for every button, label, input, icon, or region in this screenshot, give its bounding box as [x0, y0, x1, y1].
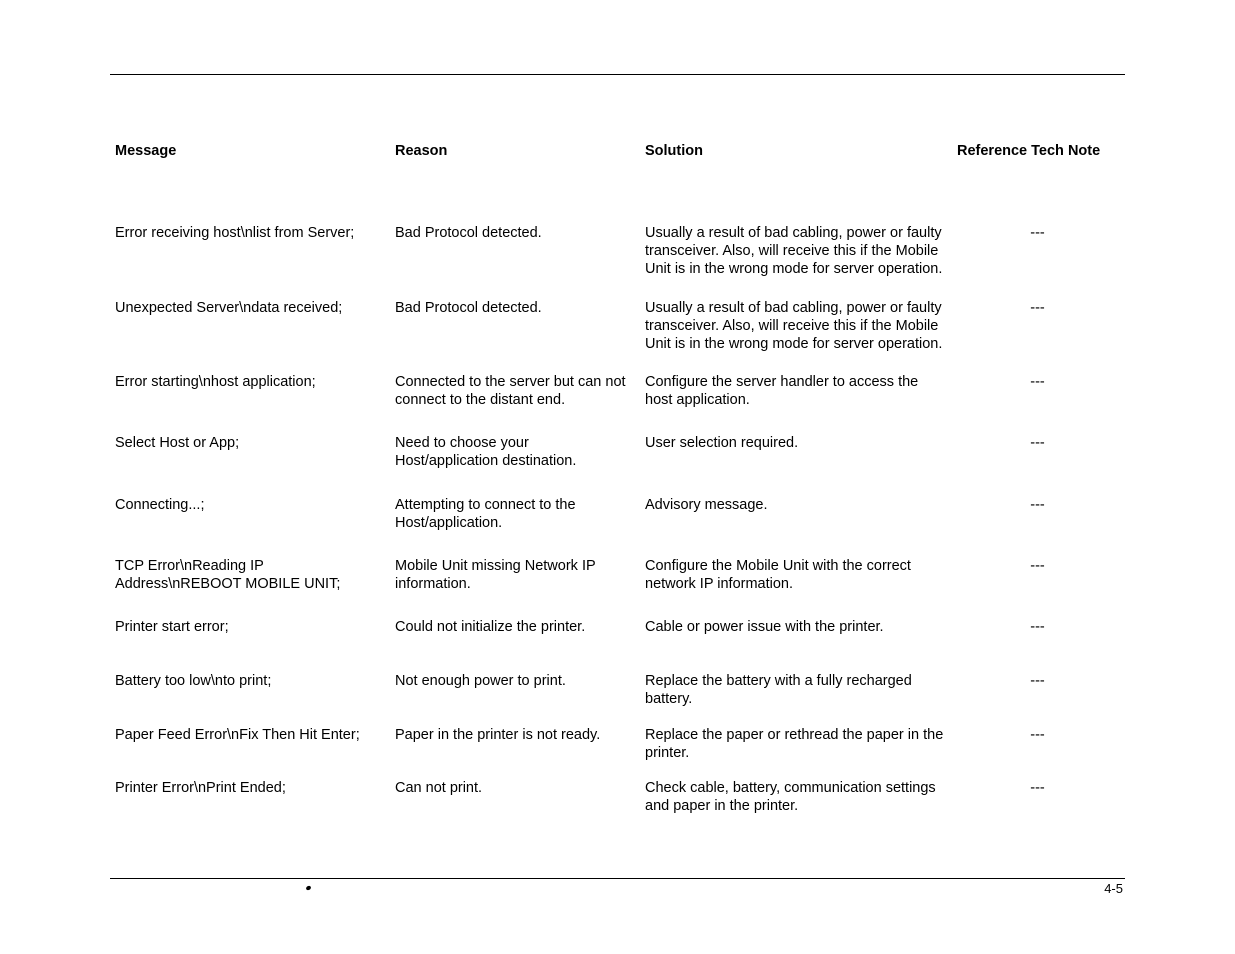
row-message: Error receiving host\nlist from Server;: [115, 225, 355, 241]
row-solution: Replace the battery with a fully recharged battery.: [645, 673, 912, 707]
row-reference: ---: [1030, 300, 1045, 316]
row-reason: Bad Protocol detected.: [395, 300, 542, 316]
column-header-message: Message: [115, 143, 177, 159]
page-number: 4-5: [1104, 881, 1123, 896]
row-reason: Not enough power to print.: [395, 673, 566, 689]
row-message: Printer start error;: [115, 619, 229, 635]
row-message: TCP Error\nReading IP Address\nREBOOT MOBILE UNIT;: [115, 558, 341, 592]
column-header-solution: Solution: [645, 143, 703, 159]
row-reason: Paper in the printer is not ready.: [395, 727, 601, 743]
row-solution: Usually a result of bad cabling, power or faulty transceiver. Also, will receive this if the Mobile Unit is in the wrong mode for server operation.: [645, 300, 943, 352]
row-reference: ---: [1030, 673, 1045, 689]
row-message: Battery too low\nto print;: [115, 673, 272, 689]
row-reference: ---: [1030, 435, 1045, 451]
row-reference: ---: [1030, 727, 1045, 743]
row-reason: Could not initialize the printer.: [395, 619, 586, 635]
row-message: Select Host or App;: [115, 435, 240, 451]
row-solution: Cable or power issue with the printer.: [645, 619, 884, 635]
row-solution: Configure the Mobile Unit with the correct network IP information.: [645, 558, 911, 592]
row-solution: Advisory message.: [645, 497, 768, 513]
row-reason: Can not print.: [395, 780, 483, 796]
row-reason: Connected to the server but can not connect to the distant end.: [395, 374, 626, 408]
row-solution: Usually a result of bad cabling, power or faulty transceiver. Also, will receive this if the Mobile Unit is in the wrong mode for server operation.: [645, 225, 943, 277]
row-reference: ---: [1030, 780, 1045, 796]
footer-rule: [110, 878, 1125, 879]
row-solution: Configure the server handler to access the host application.: [645, 374, 919, 408]
bullet-icon: [305, 885, 311, 891]
row-reference: ---: [1030, 558, 1045, 574]
row-reference: ---: [1030, 225, 1045, 241]
row-solution: User selection required.: [645, 435, 799, 451]
row-message: Error starting\nhost application;: [115, 374, 316, 390]
row-reason: Need to choose your Host/application destination.: [395, 435, 577, 469]
row-message: Paper Feed Error\nFix Then Hit Enter;: [115, 727, 360, 743]
row-reason: Mobile Unit missing Network IP information.: [395, 558, 596, 592]
column-header-reason: Reason: [395, 143, 448, 159]
row-message: Connecting...;: [115, 497, 205, 513]
row-message: Unexpected Server\ndata received;: [115, 300, 343, 316]
column-header-reference: Reference Tech Note: [957, 143, 1101, 159]
row-solution: Replace the paper or rethread the paper in the printer.: [645, 727, 944, 761]
row-reference: ---: [1030, 619, 1045, 635]
row-solution: Check cable, battery, communication settings and paper in the printer.: [645, 780, 936, 814]
row-reference: ---: [1030, 497, 1045, 513]
row-reason: Bad Protocol detected.: [395, 225, 542, 241]
row-message: Printer Error\nPrint Ended;: [115, 780, 286, 796]
row-reference: ---: [1030, 374, 1045, 390]
header-rule: [110, 74, 1125, 75]
row-reason: Attempting to connect to the Host/application.: [395, 497, 576, 531]
